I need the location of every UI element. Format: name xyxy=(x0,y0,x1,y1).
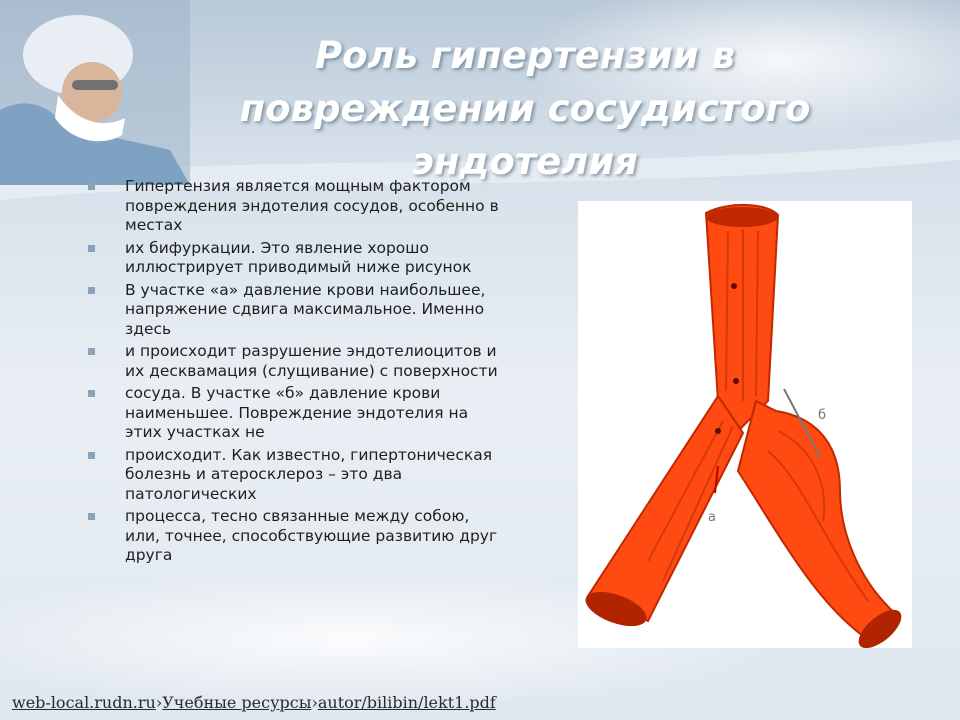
label-b: б xyxy=(818,408,827,423)
vessel-bifurcation-figure xyxy=(578,201,912,648)
marker-dot xyxy=(731,283,737,289)
bullet-item xyxy=(88,446,508,505)
breadcrumb-separator: › xyxy=(311,693,318,712)
square-bullet-icon xyxy=(88,390,95,397)
bullet-text: В участке «а» давление крови наибольшее, напряжение сдвига максимальное. Именно здесь xyxy=(125,280,486,338)
source-site-link[interactable]: web-local.rudn.ru xyxy=(12,693,156,712)
source-section-link[interactable]: Учебные ресурсы xyxy=(162,693,312,712)
bullet-item xyxy=(88,239,508,278)
marker-dot xyxy=(715,428,721,434)
square-bullet-icon xyxy=(88,183,95,190)
square-bullet-icon xyxy=(88,348,95,355)
marker-dot xyxy=(733,378,739,384)
surgeon-image xyxy=(0,0,190,185)
bullet-text: их бифуркации. Это явление хорошо иллюстрирует приводимый ниже рисунок xyxy=(125,238,472,276)
bullet-text: процесса, тесно связанные между собою, или, точнее, способствующие развитию друг друга xyxy=(125,507,498,564)
vessel-diagram xyxy=(578,201,912,648)
square-bullet-icon xyxy=(88,287,95,294)
square-bullet-icon xyxy=(88,513,95,520)
source-breadcrumb xyxy=(12,693,496,712)
bullet-item xyxy=(88,177,508,236)
bullet-text: происходит. Как известно, гипертоническая болезнь и атеросклероз – это два патологических xyxy=(125,445,493,503)
breadcrumb-separator: › xyxy=(155,693,163,712)
bullet-text: и происходит разрушение эндотелиоцитов и их десквамация (слущивание) с поверхности xyxy=(125,342,498,380)
source-file-link[interactable]: autor/bilibin/lekt1.pdf xyxy=(317,693,496,712)
trunk-opening xyxy=(706,207,778,227)
square-bullet-icon xyxy=(88,245,95,252)
bullet-item xyxy=(88,281,508,340)
label-a: а xyxy=(708,510,716,525)
bullet-item xyxy=(88,384,508,443)
square-bullet-icon xyxy=(88,452,95,459)
bullet-text: Гипертензия является мощным фактором повреждения эндотелия сосудов, особенно в местах xyxy=(125,177,499,234)
bullet-list xyxy=(88,177,508,569)
bullet-item xyxy=(88,342,508,381)
slide-title: Роль гипертензии в повреждении сосудистого эндотелия xyxy=(239,33,811,183)
bullet-text: сосуда. В участке «б» давление крови наименьшее. Повреждение эндотелия на этих участках не xyxy=(125,384,469,441)
bullet-item xyxy=(88,507,508,566)
